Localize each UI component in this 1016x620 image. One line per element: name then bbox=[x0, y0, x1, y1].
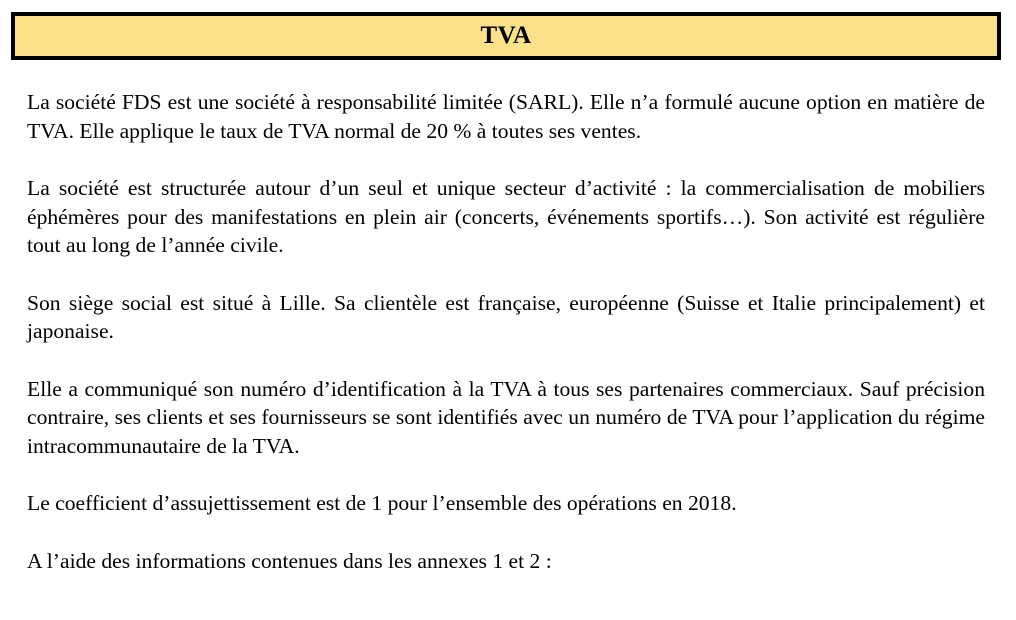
document-body bbox=[27, 88, 985, 575]
paragraph-location-clients: Son siège social est situé à Lille. Sa clientèle est française, européenne (Suisse et Italie principalement) et japonaise. bbox=[27, 290, 985, 343]
paragraph-coefficient: Le coefficient d’assujettissement est de 1 pour l’ensemble des opérations en 2018. bbox=[27, 491, 737, 515]
paragraph-instruction: A l’aide des informations contenues dans les annexes 1 et 2 : bbox=[27, 548, 552, 573]
title-banner bbox=[11, 12, 1001, 60]
page-title: TVA bbox=[480, 22, 532, 49]
paragraph-vat-identification: Elle a communiqué son numéro d’identification à la TVA à tous ses partenaires commerciaux. Sauf précision contraire, ses clients et ses fournisseurs se sont identifiés avec un numéro de TVA pour l’application du régime intracommunautaire de la TVA. bbox=[27, 376, 985, 458]
paragraph-company-status: La société FDS est une société à responsabilité limitée (SARL). Elle n’a formulé aucune option en matière de TVA. Elle applique le taux de TVA normal de 20 % à toutes ses ventes. bbox=[27, 90, 985, 143]
paragraph-activity: La société est structurée autour d’un seul et unique secteur d’activité : la commercialisation de mobiliers éphémères pour des manifestations en plein air (concerts, événements sportifs…). Son activité est régulière tout au long de l’année civile. bbox=[27, 176, 985, 257]
